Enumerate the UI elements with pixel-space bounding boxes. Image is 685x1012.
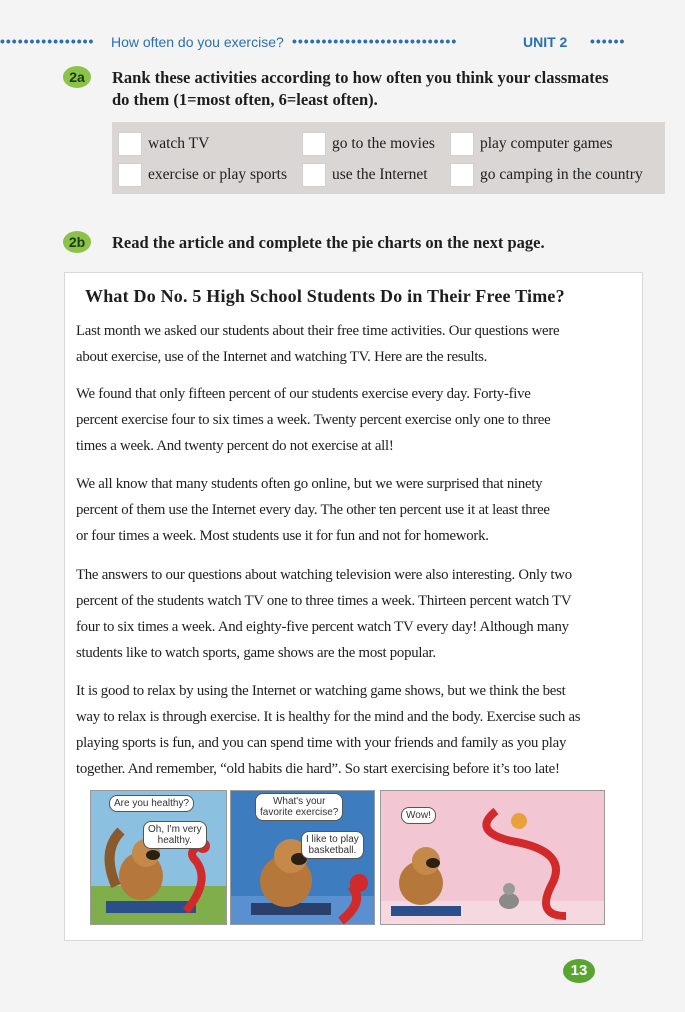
section-2a-instruction [112,67,609,111]
text-line: We found that only fifteen percent of our students exercise every day. Forty-five [76,386,531,402]
text-line: way to relax is through exercise. It is healthy for the mind and the body. Exercise such as [76,709,581,725]
activity-label: play computer games [480,134,613,152]
text-line: percent of the students watch TV one to three times a week. Thirteen percent watch TV [76,593,572,609]
speech-bubble [301,831,364,859]
rank-input-box[interactable] [450,132,474,156]
header-dots-middle: •••••••••••••••••••••••••••• [292,33,458,49]
rank-input-box[interactable] [302,163,326,187]
article-paragraph-3 [76,471,632,549]
text-line: percent of them use the Internet every day. The other ten percent use it at least three [76,502,550,518]
comic-panel-3 [380,790,605,925]
section-2b-instruction: Read the article and complete the pie charts on the next page. [112,233,545,252]
instruction-line-1: Rank these activities according to how often you think your classmates [112,68,609,87]
bubble-line: favorite exercise? [260,807,339,818]
bubble-line: I like to play [306,834,359,845]
instruction-line-2: do them (1=most often, 6=least often). [112,90,378,109]
text-line: students like to watch sports, game shows are the most popular. [76,645,436,661]
bubble-line: basketball. [308,845,357,856]
activity-label: go to the movies [332,134,435,152]
unit-label: UNIT 2 [523,34,568,50]
speech-bubble [255,793,343,821]
section-2b-badge: 2b [63,231,91,253]
bubble-line: healthy. [157,835,192,846]
bubble-line: What's your [272,796,326,807]
text-line: We all know that many students often go online, but we were surprised that ninety [76,476,543,492]
article-paragraph-1 [76,318,632,370]
rank-item-go-camping[interactable] [450,162,643,187]
article-paragraph-5 [76,678,632,782]
rank-item-play-computer-games[interactable] [450,131,613,156]
text-line: together. And remember, “old habits die hard”. So start exercising before it’s too late! [76,761,560,777]
article-paragraph-4 [76,562,632,666]
text-line: four to six times a week. And eighty-five percent watch TV every day! Although many [76,619,569,635]
text-line: times a week. And twenty percent do not exercise at all! [76,438,394,454]
bubble-line: Oh, I'm very [148,824,202,835]
rank-item-go-to-movies[interactable] [302,131,435,156]
rank-input-box[interactable] [118,163,142,187]
comic-panel-2 [230,790,375,925]
ranking-box [112,122,665,194]
rank-item-exercise[interactable] [118,162,287,187]
page-number: 13 [563,959,595,983]
text-line: about exercise, use of the Internet and watching TV. Here are the results. [76,349,488,365]
activity-label: go camping in the country [480,165,643,183]
rank-input-box[interactable] [302,132,326,156]
text-line: It is good to relax by using the Internet or watching game shows, but we think the best [76,683,566,699]
speech-bubble: Wow! [401,807,436,824]
rank-item-use-internet[interactable] [302,162,428,187]
header-dots-right: •••••• [590,33,626,49]
text-line: playing sports is fun, and you can spend time with your friends and family as you play [76,735,567,751]
text-line: percent exercise four to six times a week. Twenty percent exercise only one to three [76,412,551,428]
activity-label: use the Internet [332,165,428,183]
activity-label: watch TV [148,134,210,152]
rank-item-watch-tv[interactable] [118,131,209,156]
speech-bubble: Are you healthy? [109,795,194,812]
article-paragraph-2 [76,381,632,459]
header-dots-left: •••••••••••••••• [0,33,95,49]
comic-panel-1 [90,790,227,925]
page-header [0,34,685,52]
text-line: The answers to our questions about watching television were also interesting. Only two [76,567,572,583]
comic-strip [90,790,605,925]
text-line: or four times a week. Most students use it for fun and not for homework. [76,528,489,544]
rank-input-box[interactable] [450,163,474,187]
speech-bubble [143,821,207,849]
activity-label: exercise or play sports [148,165,288,183]
article-title: What Do No. 5 High School Students Do in Their Free Time? [85,286,565,306]
section-2a-badge: 2a [63,66,91,88]
rank-input-box[interactable] [118,132,142,156]
header-title: How often do you exercise? [111,34,284,50]
text-line: Last month we asked our students about their free time activities. Our questions were [76,323,560,339]
